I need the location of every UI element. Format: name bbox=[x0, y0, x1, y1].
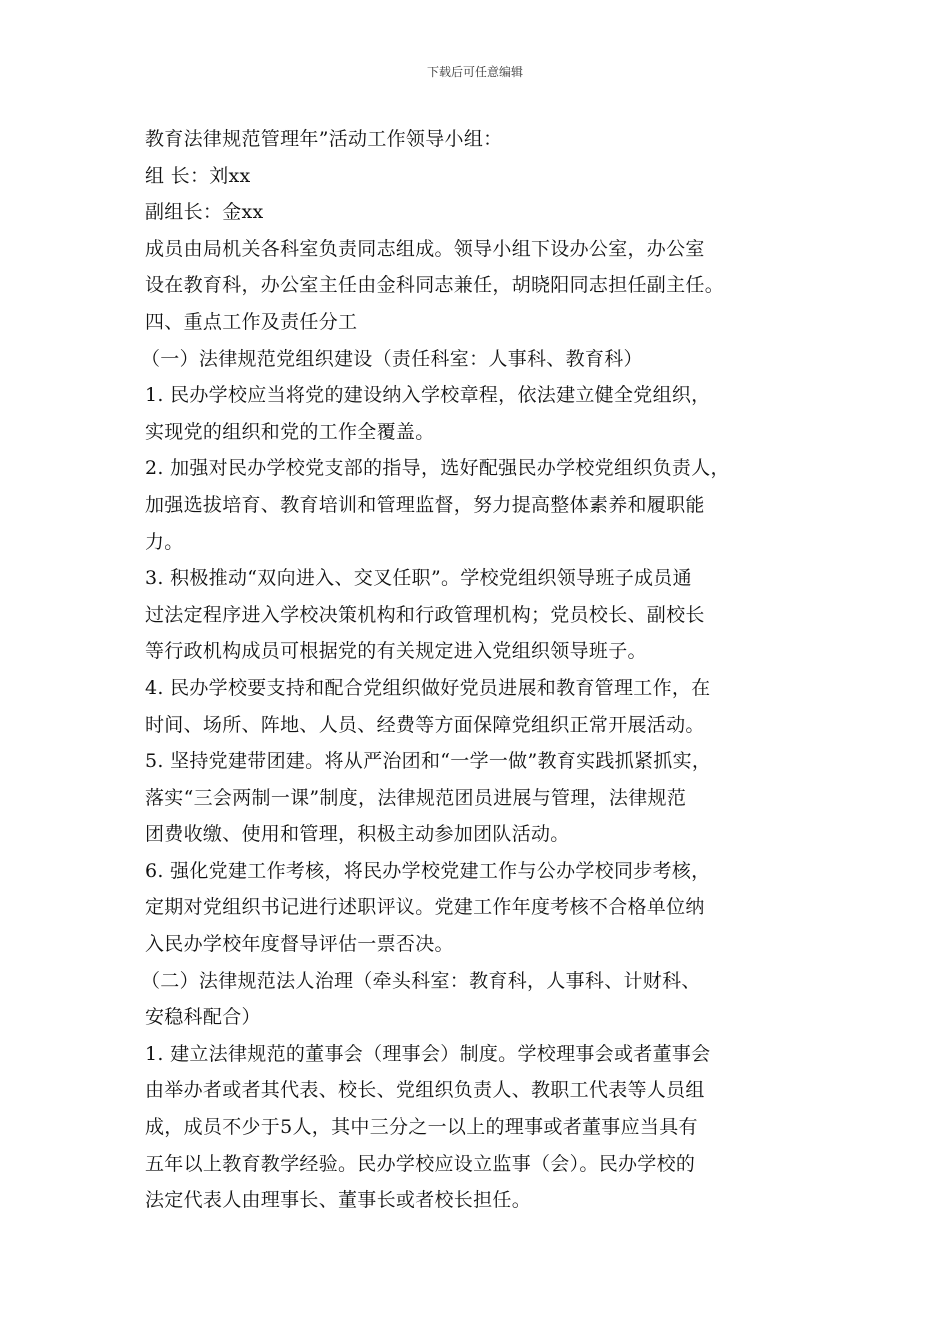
body-line: 入民办学校年度督导评估一票否决。 bbox=[145, 933, 454, 956]
body-line: 等行政机构成员可根据党的有关规定进入党组织领导班子。 bbox=[145, 640, 647, 663]
body-line: 成员由局机关各科室负责同志组成。领导小组下设办公室，办公室 bbox=[145, 237, 705, 260]
body-line: 5. 坚持党建带团建。将从严治团和“一学一做”教育实践抓紧抓实， bbox=[145, 750, 712, 773]
body-line: 1. 建立法律规范的董事会（理事会）制度。学校理事会或者董事会 bbox=[145, 1042, 711, 1065]
body-line: 6. 强化党建工作考核，将民办学校党建工作与公办学校同步考核， bbox=[145, 859, 711, 882]
subsection-heading: （一）法律规范党组织建设（责任科室：人事科、教育科） bbox=[141, 347, 643, 370]
body-line: 五年以上教育教学经验。民办学校应设立监事（会）。民办学校的 bbox=[145, 1152, 696, 1175]
body-line: 力。 bbox=[145, 530, 184, 553]
section-heading: 四、重点工作及责任分工 bbox=[145, 310, 358, 333]
body-line: 组 长：刘xx bbox=[145, 164, 251, 187]
body-line: 法定代表人由理事长、董事长或者校长担任。 bbox=[145, 1189, 532, 1212]
body-line: 定期对党组织书记进行述职评议。党建工作年度考核不合格单位纳 bbox=[145, 896, 705, 919]
body-line: 1. 民办学校应当将党的建设纳入学校章程，依法建立健全党组织， bbox=[145, 384, 711, 407]
body-line: 设在教育科，办公室主任由金科同志兼任，胡晓阳同志担任副主任。 bbox=[145, 274, 725, 297]
body-line: 实现党的组织和党的工作全覆盖。 bbox=[145, 420, 435, 443]
body-line: 时间、场所、阵地、人员、经费等方面保障党组织正常开展活动。 bbox=[145, 713, 705, 736]
body-line: 副组长：金xx bbox=[145, 201, 264, 224]
page-header-note: 下载后可任意编辑 bbox=[426, 65, 523, 79]
subsection-heading: （二）法律规范法人治理（牵头科室：教育科，人事科、计财科、 bbox=[141, 969, 701, 992]
body-line: 4. 民办学校要支持和配合党组织做好党员进展和教育管理工作，在 bbox=[145, 676, 711, 699]
body-line: 团费收缴、使用和管理，积极主动参加团队活动。 bbox=[145, 823, 570, 846]
body-line: 过法定程序进入学校决策机构和行政管理机构；党员校长、副校长 bbox=[145, 603, 705, 626]
body-line: 教育法律规范管理年”活动工作领导小组： bbox=[145, 128, 503, 150]
body-line: 安稳科配合） bbox=[145, 1006, 261, 1029]
document-body bbox=[141, 121, 825, 1219]
body-line: 3. 积极推动“双向进入、交叉任职”。学校党组织领导班子成员通 bbox=[145, 567, 692, 590]
body-line: 落实“三会两制一课”制度，法律规范团员进展与管理，法律规范 bbox=[145, 786, 687, 809]
body-line: 由举办者或者其代表、校长、党组织负责人、教职工代表等人员组 bbox=[145, 1079, 705, 1102]
body-line: 2. 加强对民办学校党支部的指导，选好配强民办学校党组织负责人， bbox=[145, 457, 730, 480]
body-line: 加强选拔培育、教育培训和管理监督，努力提高整体素养和履职能 bbox=[145, 493, 705, 516]
body-line: 成，成员不少于5人，其中三分之一以上的理事或者董事应当具有 bbox=[145, 1116, 698, 1139]
